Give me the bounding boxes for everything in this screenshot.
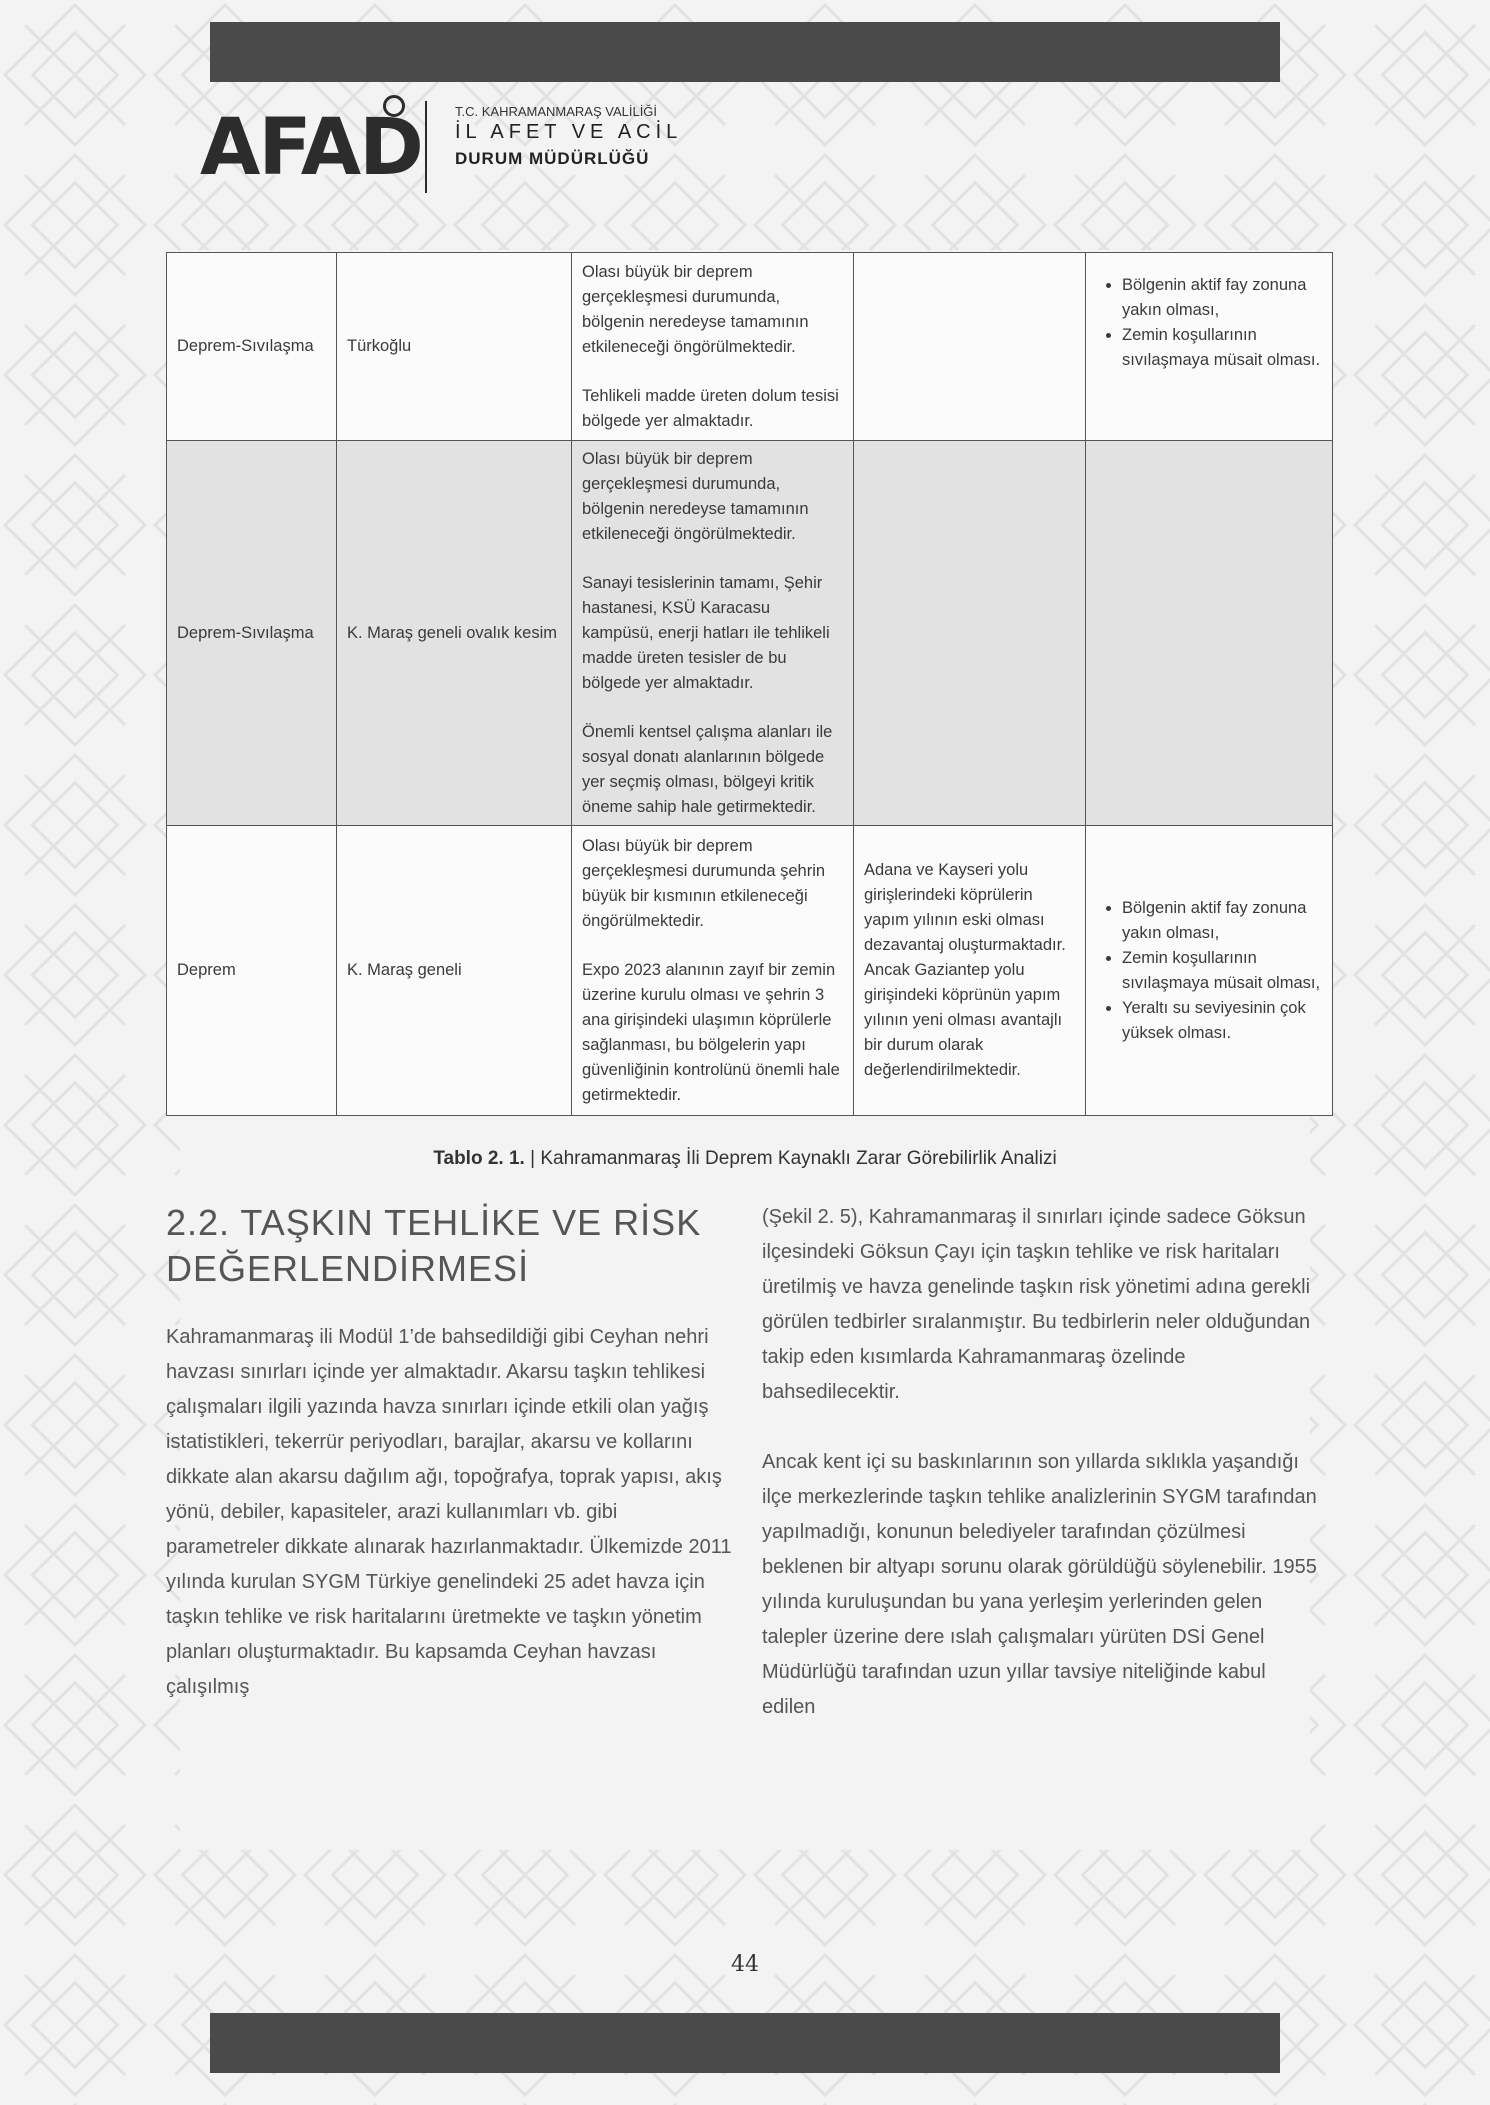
table-row (167, 441, 1333, 826)
area-cell: K. Maraş geneli ovalık kesim (337, 441, 572, 826)
effect-text: Olası büyük bir deprem gerçekleşmesi durumunda şehrin büyük bir kısmının etkileneceği öngörülmektedir. (582, 836, 826, 930)
org-line-3: DURUM MÜDÜRLÜĞÜ (455, 149, 650, 168)
table-row (167, 253, 1333, 441)
causes-cell (1086, 826, 1333, 1116)
page-number: 44 (731, 1952, 759, 1977)
area-cell: Türkoğlu (337, 253, 572, 441)
body-paragraph: Kahramanmaraş ili Modül 1’de bahsedildiği gibi Ceyhan nehri havzası sınırları içinde yer almaktadır. Akarsu taşkın tehlikesi çalışmaları ilgili yazında havza sınırları içinde etkili olan yağış istatistikleri, tekerrür periyodları, barajlar, akarsu ve kollarını dikkate alan akarsu dağılım ağı, topoğrafya, toprak yapısı, akış yönü, debiler, kapasiteler, arazi kullanımları vb. gibi parametreler dikkate alınarak hazırlanmaktadır. Ülkemizde 2011 yılında kurulan SYGM Türkiye genelindeki 25 adet havza için taşkın tehlike ve risk haritalarını üretmekte ve taşkın yönetim planları oluşturmaktadır. Bu kapsamda Ceyhan havzası çalışılmış (166, 1326, 732, 1698)
effects-cell (572, 253, 854, 441)
hazard-type-cell: Deprem-Sıvılaşma (167, 441, 337, 826)
caption-separator: | (530, 1148, 536, 1169)
logo-divider (425, 101, 427, 193)
section-heading (166, 1200, 706, 1292)
notes-cell (854, 253, 1086, 441)
cause-item: • Bölgenin aktif fay zonuna yakın olması, (1122, 273, 1322, 323)
afad-logo (200, 95, 700, 205)
right-column (762, 1200, 1322, 1725)
causes-cell (1086, 253, 1333, 441)
top-band (210, 22, 1280, 82)
caption-label: Tablo 2. 1. (433, 1148, 525, 1169)
caption-text: Kahramanmaraş İli Deprem Kaynaklı Zarar Görebilirlik Analizi (540, 1148, 1057, 1169)
left-column (166, 1320, 736, 1705)
causes-cell (1086, 441, 1333, 826)
hazard-type-cell: Deprem (167, 826, 337, 1116)
area-cell: K. Maraş geneli (337, 826, 572, 1116)
heading-line-2: DEĞERLENDİRMESİ (166, 1248, 530, 1289)
notes-cell: Adana ve Kayseri yolu girişlerindeki köprülerin yapım yılının eski olması dezavantaj oluşturmaktadır. Ancak Gaziantep yolu girişindeki köprünün yapım yılının yeni olması avantajlı bir durum olarak değerlendirilmektedir. (854, 826, 1086, 1116)
org-line-1: T.C. KAHRAMANMARAŞ VALİLİĞİ (455, 104, 658, 119)
risk-table (166, 252, 1333, 1116)
table-caption (0, 1148, 1490, 1170)
effect-text: Olası büyük bir deprem gerçekleşmesi durumunda, bölgenin neredeyse tamamının etkileneceği öngörülmektedir. (582, 262, 809, 356)
notes-cell (854, 441, 1086, 826)
effects-cell (572, 826, 854, 1116)
hazard-type-cell: Deprem-Sıvılaşma (167, 253, 337, 441)
effects-cell (572, 441, 854, 826)
body-paragraph: Ancak kent içi su baskınlarının son yıllarda sıklıkla yaşandığı ilçe merkezlerinde taşkın tehlike analizlerinin SYGM tarafından yapılmadığı, konunun belediyeler tarafından çözülmesi beklenen bir altyapı sorunu olarak görüldüğü söylenebilir. 1955 yılında kuruluşundan bu yana yerleşim yerlerinden gelen talepler üzerine dere ıslah çalışmaları yürüten DSİ Genel Müdürlüğü tarafından uzun yıllar tavsiye niteliğinde kabul edilen (762, 1451, 1317, 1718)
cause-item: • Zemin koşullarının sıvılaşmaya müsait olması. (1122, 323, 1322, 373)
heading-line-1: 2.2. TAŞKIN TEHLİKE VE RİSK (166, 1202, 702, 1243)
logo-wordmark: AFAD (200, 103, 422, 193)
effect-text: Tehlikeli madde üreten dolum tesisi bölgede yer almaktadır. (582, 386, 839, 430)
cause-item: • Bölgenin aktif fay zonuna yakın olması, (1122, 896, 1322, 946)
table-row (167, 826, 1333, 1116)
effect-text: Sanayi tesislerinin tamamı, Şehir hastanesi, KSÜ Karacasu kampüsü, enerji hatları ile tehlikeli madde üreten tesisler de bu bölgede yer almaktadır. (582, 573, 830, 692)
effect-text: Önemli kentsel çalışma alanları ile sosyal donatı alanlarının bölgede yer seçmiş olması, bölgeyi kritik öneme sahip hale getirmektedir. (582, 722, 833, 816)
logo-emblem-icon (383, 95, 405, 117)
org-line-2: İL AFET VE ACİL (455, 121, 683, 143)
cause-item: • Zemin koşullarının sıvılaşmaya müsait olması, (1122, 946, 1322, 996)
cause-item: • Yeraltı su seviyesinin çok yüksek olması. (1122, 996, 1322, 1046)
effect-text: Expo 2023 alanının zayıf bir zemin üzerine kurulu olması ve şehrin 3 ana girişindeki ulaşımın köprülerle sağlanması, bu bölgelerin yapı güvenliğinin kontrolünü önemli hale getirmektedir. (582, 960, 840, 1104)
body-paragraph: (Şekil 2. 5), Kahramanmaraş il sınırları içinde sadece Göksun ilçesindeki Göksun Çayı için taşkın tehlike ve risk haritaları üretilmiş ve havza genelinde taşkın risk yönetimi adına gerekli görülen tedbirler sıralanmıştır. Bu tedbirlerin neler olduğundan takip eden kısımlarda Kahramanmaraş özelinde bahsedilecektir. (762, 1206, 1311, 1403)
bottom-band (210, 2013, 1280, 2073)
effect-text: Olası büyük bir deprem gerçekleşmesi durumunda, bölgenin neredeyse tamamının etkileneceği öngörülmektedir. (582, 449, 809, 543)
